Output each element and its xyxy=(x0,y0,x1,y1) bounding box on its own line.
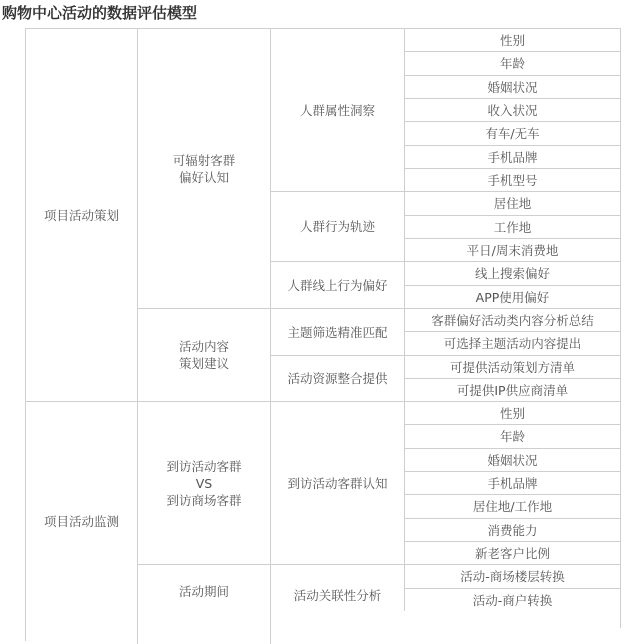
item-cell: APP使用偏好 xyxy=(404,285,620,308)
item-cell: 年龄 xyxy=(404,51,620,75)
item-cell: 消费能力 xyxy=(404,518,620,541)
item-cell: 可选择主题活动内容提出 xyxy=(404,331,620,355)
group-cell: 可辐射客群 偏好认知 xyxy=(137,28,270,308)
evaluation-model-table xyxy=(25,28,620,628)
subgroup-cell: 人群属性洞察 xyxy=(270,28,404,191)
item-cell: 可提供活动策划方清单 xyxy=(404,355,620,378)
group-cell: 活动期间 xyxy=(137,564,270,644)
subgroup-cell: 活动关联性分析 xyxy=(270,564,404,644)
item-cell: 手机型号 xyxy=(404,168,620,191)
item-cell: 活动-商场楼层转换 xyxy=(404,564,620,588)
group-cell: 活动内容 策划建议 xyxy=(137,308,270,401)
item-cell: 平日/周末消费地 xyxy=(404,238,620,261)
item-cell: 活动-商户转换 xyxy=(404,588,620,611)
subgroup-cell: 人群行为轨迹 xyxy=(270,191,404,261)
item-cell: 收入状况 xyxy=(404,98,620,121)
item-cell: 年龄 xyxy=(404,424,620,448)
stage-cell: 项目活动监测 xyxy=(25,401,137,641)
item-cell: 线上搜索偏好 xyxy=(404,261,620,285)
subgroup-cell: 到访活动客群认知 xyxy=(270,401,404,564)
item-cell: 婚姻状况 xyxy=(404,448,620,471)
item-cell: 手机品牌 xyxy=(404,471,620,494)
group-cell: 到访活动客群 VS 到访商场客群 xyxy=(137,401,270,564)
item-cell: 居住地/工作地 xyxy=(404,494,620,518)
item-cell: 新老客户比例 xyxy=(404,541,620,564)
item-cell: 性别 xyxy=(404,401,620,424)
page-title: 购物中心活动的数据评估模型 xyxy=(2,4,198,22)
stage-cell: 项目活动策划 xyxy=(25,28,137,401)
item-cell: 手机品牌 xyxy=(404,145,620,168)
subgroup-cell: 人群线上行为偏好 xyxy=(270,261,404,308)
item-cell: 可提供IP供应商清单 xyxy=(404,378,620,401)
subgroup-cell: 活动资源整合提供 xyxy=(270,355,404,401)
item-cell: 性别 xyxy=(404,28,620,51)
item-cell: 工作地 xyxy=(404,215,620,238)
item-cell: 客群偏好活动类内容分析总结 xyxy=(404,308,620,331)
item-cell: 有车/无车 xyxy=(404,121,620,145)
item-cell: 婚姻状况 xyxy=(404,75,620,98)
item-cell: 居住地 xyxy=(404,191,620,215)
table-right-border xyxy=(620,28,621,628)
subgroup-cell: 主题筛选精准匹配 xyxy=(270,308,404,355)
